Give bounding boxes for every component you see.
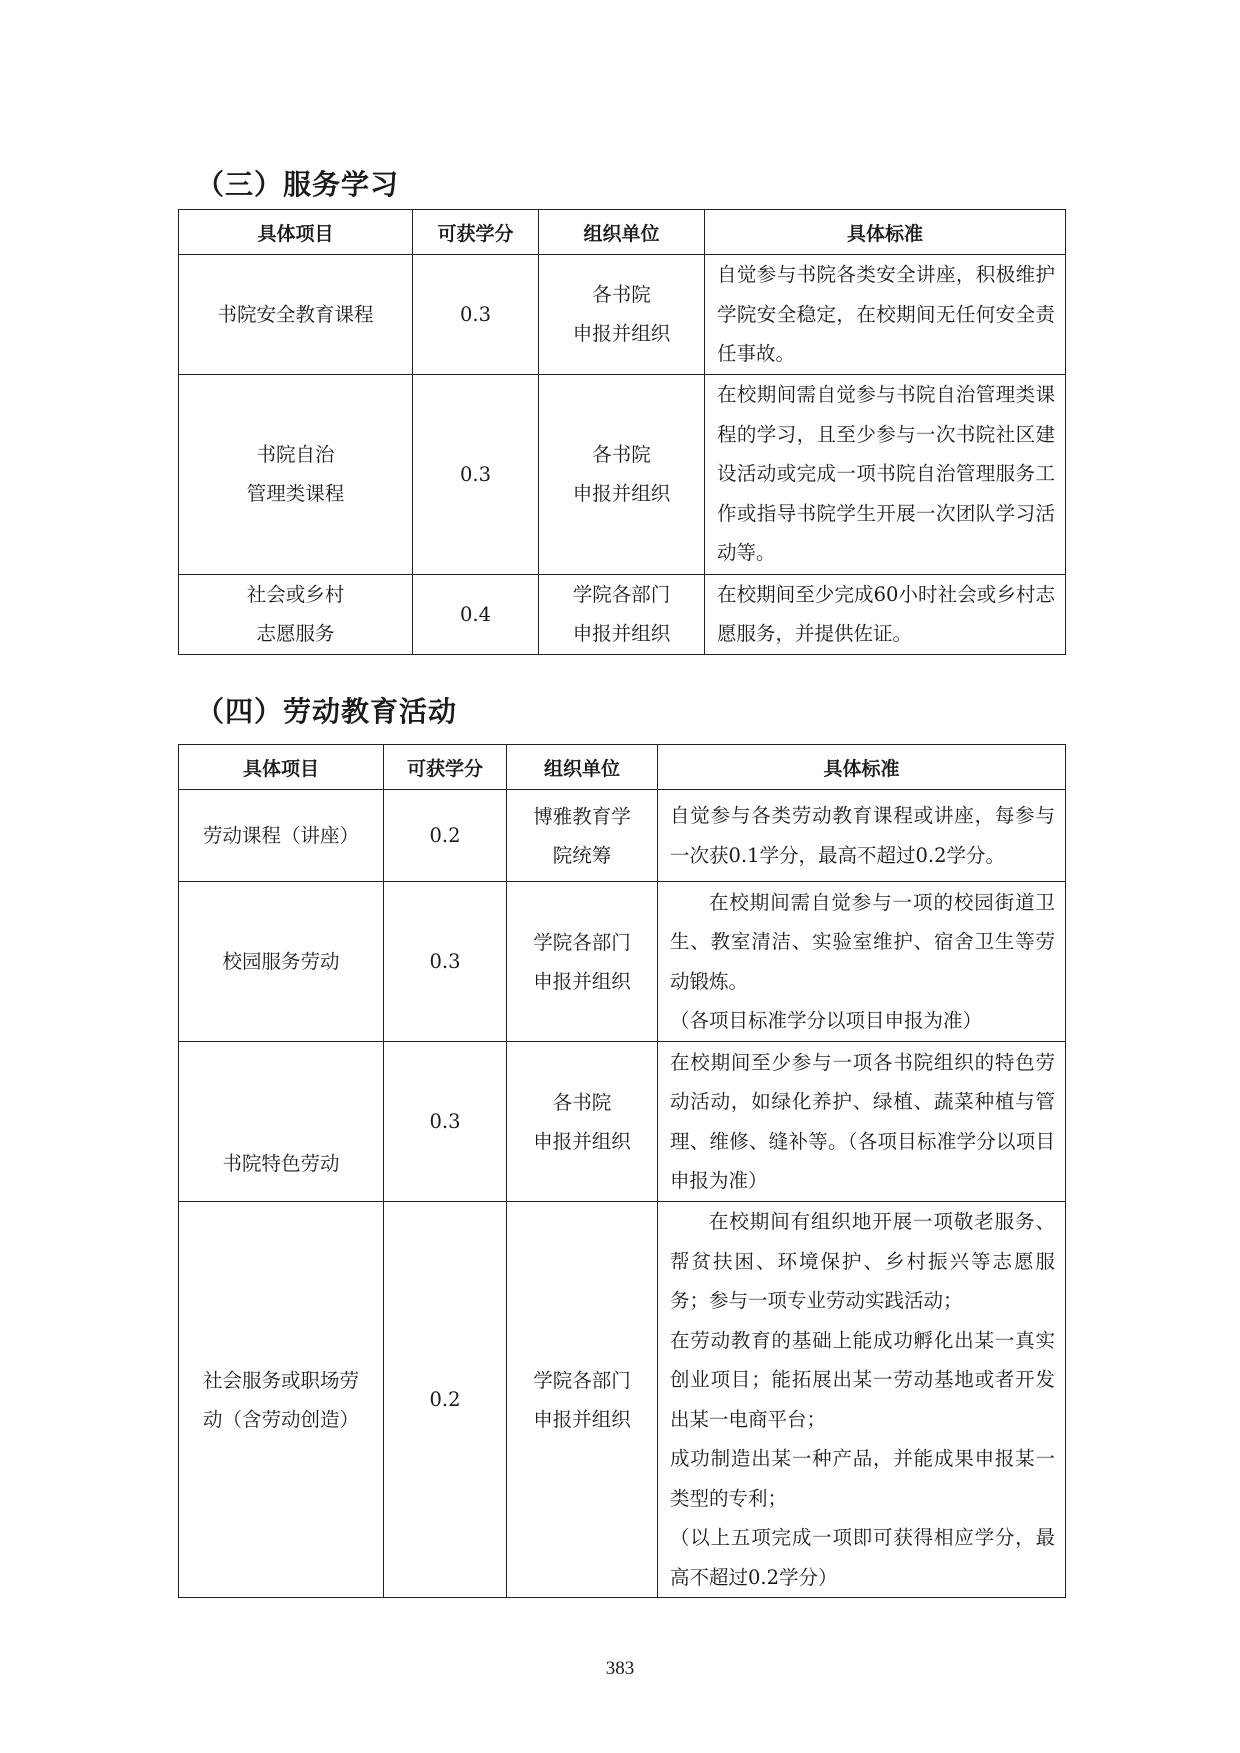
org-cell: 各书院 申报并组织 bbox=[539, 374, 705, 574]
table-row bbox=[179, 1042, 1066, 1202]
standard-cell: 在校期间至少完成60小时社会或乡村志愿服务，并提供佐证。 bbox=[705, 574, 1066, 654]
table-row bbox=[179, 1202, 1066, 1598]
item-cell: 社会服务或职场劳 动（含劳动创造） bbox=[179, 1202, 384, 1598]
org-cell: 学院各部门 申报并组织 bbox=[507, 1202, 658, 1598]
section-4-title: （四）劳动教育活动 bbox=[196, 695, 458, 728]
table-row bbox=[179, 574, 1066, 654]
table-header-row bbox=[179, 745, 1066, 790]
header-standard: 具体标准 bbox=[705, 210, 1066, 255]
org-cell: 学院各部门 申报并组织 bbox=[539, 574, 705, 654]
org-cell: 各书院 申报并组织 bbox=[539, 255, 705, 375]
header-standard: 具体标准 bbox=[658, 745, 1066, 790]
item-cell: 书院安全教育课程 bbox=[179, 255, 413, 375]
credit-cell: 0.3 bbox=[413, 255, 539, 375]
table-row bbox=[179, 374, 1066, 574]
section-3-title: （三）服务学习 bbox=[196, 168, 400, 201]
standard-cell: 在校期间需自觉参与一项的校园街道卫生、教室清洁、实验室维护、宿舍卫生等劳动锻炼。 （各项目标准学分以项目申报为准） bbox=[658, 882, 1066, 1042]
service-learning-table bbox=[178, 209, 1066, 655]
header-credit: 可获学分 bbox=[413, 210, 539, 255]
table-row bbox=[179, 255, 1066, 375]
header-item: 具体项目 bbox=[179, 745, 384, 790]
header-credit: 可获学分 bbox=[384, 745, 507, 790]
header-org: 组织单位 bbox=[539, 210, 705, 255]
table-row bbox=[179, 882, 1066, 1042]
org-cell: 各书院 申报并组织 bbox=[507, 1042, 658, 1202]
standard-cell: 在校期间至少参与一项各书院组织的特色劳动活动，如绿化养护、绿植、蔬菜种植与管理、维修、缝补等。（各项目标准学分以项目申报为准） bbox=[658, 1042, 1066, 1202]
header-item: 具体项目 bbox=[179, 210, 413, 255]
item-cell: 校园服务劳动 bbox=[179, 882, 384, 1042]
org-cell: 博雅教育学 院统筹 bbox=[507, 790, 658, 882]
credit-cell: 0.2 bbox=[384, 790, 507, 882]
item-cell: 社会或乡村 志愿服务 bbox=[179, 574, 413, 654]
standard-cell: 自觉参与书院各类安全讲座，积极维护学院安全稳定，在校期间无任何安全责任事故。 bbox=[705, 255, 1066, 375]
org-cell: 学院各部门 申报并组织 bbox=[507, 882, 658, 1042]
standard-cell: 在校期间有组织地开展一项敬老服务、帮贫扶困、环境保护、乡村振兴等志愿服务；参与一项专业劳动实践活动； 在劳动教育的基础上能成功孵化出某一真实创业项目；能拓展出某一劳动基地或者开发出某一电商平台； 成功制造出某一种产品，并能成果申报某一类型的专利； （以上五项完成一项即可获得相应学分，最高不超过0.2学分） bbox=[658, 1202, 1066, 1598]
header-org: 组织单位 bbox=[507, 745, 658, 790]
labor-education-table bbox=[178, 744, 1066, 1598]
credit-cell: 0.4 bbox=[413, 574, 539, 654]
credit-cell: 0.3 bbox=[413, 374, 539, 574]
standard-cell: 在校期间需自觉参与书院自治管理类课程的学习，且至少参与一次书院社区建设活动或完成一项书院自治管理服务工作或指导书院学生开展一次团队学习活动等。 bbox=[705, 374, 1066, 574]
table-row bbox=[179, 790, 1066, 882]
standard-cell: 自觉参与各类劳动教育课程或讲座，每参与一次获0.1学分，最高不超过0.2学分。 bbox=[658, 790, 1066, 882]
credit-cell: 0.3 bbox=[384, 882, 507, 1042]
table-header-row bbox=[179, 210, 1066, 255]
item-cell: 书院特色劳动 bbox=[179, 1042, 384, 1202]
item-cell: 书院自治 管理类课程 bbox=[179, 374, 413, 574]
page-number: 383 bbox=[605, 1658, 635, 1679]
credit-cell: 0.2 bbox=[384, 1202, 507, 1598]
item-cell: 劳动课程（讲座） bbox=[179, 790, 384, 882]
credit-cell: 0.3 bbox=[384, 1042, 507, 1202]
